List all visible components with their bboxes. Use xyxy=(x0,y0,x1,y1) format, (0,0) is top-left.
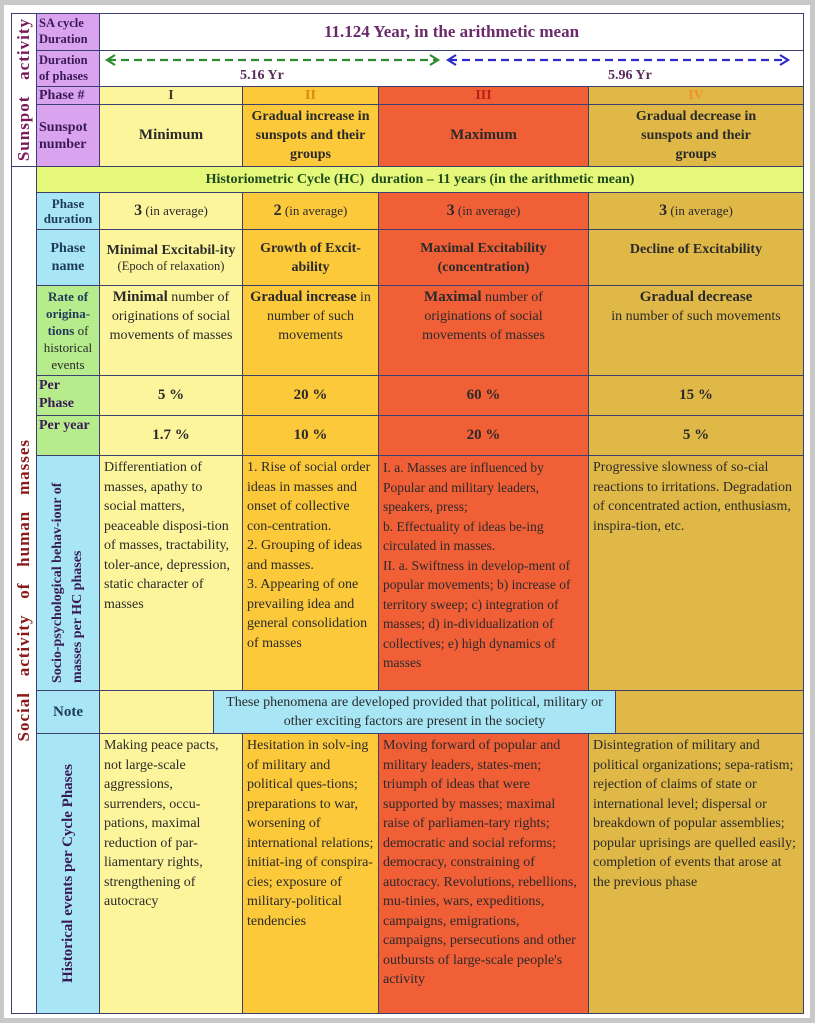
socio-1: Differentiation of masses, apathy to social matters, peaceable disposi-tion of masses, tractability, toler-ance, depression, static character of masses xyxy=(99,455,243,691)
phase-name-1: Minimal Excitabil-ity (Epoch of relaxation) xyxy=(99,229,243,286)
historical-label: Historical events per Cycle Phases xyxy=(36,733,100,1014)
phase-name-3: Maximal Excitability (concentration) xyxy=(378,229,589,286)
historical-1: Making peace pacts, not large-scale aggressions, surrenders, occu-pations, maximal reduction of par-liamentary rights, strengthening of autocracy xyxy=(99,733,243,1014)
rate-2: Gradual increase in number of such movements xyxy=(242,285,379,376)
sunspot-number-label: Sunspot number xyxy=(36,104,100,167)
per-phase-3: 60 % xyxy=(378,375,589,416)
phase-number-3: III xyxy=(378,86,589,105)
historical-4: Disintegration of military and political organizations; sepa-ratism; rejection of claims of state or international level; dispersal or breakdown of popular assemblies; popular uprisings are quelled easily; completion of events that arose at the previous phase xyxy=(588,733,804,1014)
phase-duration-2: 2 (in average) xyxy=(242,192,379,230)
note-text: These phenomena are developed provided that political, military or other exciting factors are present in the society xyxy=(213,690,616,734)
socio-3: I. a. Masses are influenced by Popular and military leaders, speakers, press; b. Effectuality of ideas be-ing circulated in masses. II. a. Swiftness in develop-ment of popular movements; b) increase of territory sweep; c) integration of masses; d) in-dividualization of collectives; e) high dynamics of masses xyxy=(378,455,589,691)
per-year-4: 5 % xyxy=(588,415,804,456)
hc-banner: Historiometric Cycle (HC) duration – 11 years (in the arithmetic mean) xyxy=(36,166,804,193)
rate-label: Rate of origina-tions of historical events xyxy=(36,285,100,376)
socio-2: 1. Rise of social order ideas in masses and onset of collective con-centration. 2. Grouping of ideas and masses. 3. Appearing of one prevailing idea and general consolidation of masses xyxy=(242,455,379,691)
duration-value xyxy=(99,50,804,87)
arrow-first-phase xyxy=(107,55,438,65)
sunspot-number-1: Minimum xyxy=(99,104,243,167)
historical-2: Hesitation in solv-ing of military and political ques-tions; preparations to war, worsening of international relations; initiat-ing of conspira-cies; exposure of military-political tendencies xyxy=(242,733,379,1014)
phase-number-4: IV xyxy=(588,86,804,105)
phase-number-1: I xyxy=(99,86,243,105)
per-year-2: 10 % xyxy=(242,415,379,456)
historical-3: Moving forward of popular and military leaders, states-men; triumph of ideas that were supported by masses; maximal raise of parliamen-tary rights; democratic and social reforms; democracy, constraining of autocracy. Revolutions, rebellions, mu-tinies, wars, expeditions, campaigns, emigrations, campaigns, persecutions and other outbursts of large-scale people's activity xyxy=(378,733,589,1014)
phase-name-label: Phase name xyxy=(36,229,100,286)
per-phase-1: 5 % xyxy=(99,375,243,416)
phase-duration-4: 3 (in average) xyxy=(588,192,804,230)
phase-number-2: II xyxy=(242,86,379,105)
rate-3: Maximal number of originations of social movements of masses xyxy=(378,285,589,376)
per-year-1: 1.7 % xyxy=(99,415,243,456)
sa-cycle-label: SA cycle Duration xyxy=(36,13,100,51)
phase-duration-1: 3 (in average) xyxy=(99,192,243,230)
per-year-label: Per year xyxy=(36,415,100,456)
section-social-activity: Social activity of human masses xyxy=(11,166,37,1014)
socio-label: Socio-psychological behav-iour of masses per HC phases xyxy=(36,455,100,691)
per-phase-label: Per Phase xyxy=(36,375,100,416)
phase-name-4: Decline of Excitability xyxy=(588,229,804,286)
duration-first: 5.16 Yr xyxy=(240,68,284,83)
per-phase-2: 20 % xyxy=(242,375,379,416)
section-sunspot-activity: Sunspot activity xyxy=(11,13,37,167)
socio-4: Progressive slowness of so-cial reactions to irritations. Degradation of concentrated action, enthusiasm, inspira-tion, etc. xyxy=(588,455,804,691)
sunspot-number-4: Gradual decrease in sunspots and their groups xyxy=(588,104,804,167)
duration-second: 5.96 Yr xyxy=(608,68,652,83)
sunspot-number-3: Maximum xyxy=(378,104,589,167)
rate-1: Minimal number of originations of social movements of masses xyxy=(99,285,243,376)
phase-duration-label: Phase duration xyxy=(36,192,100,230)
duration-arrows xyxy=(100,53,803,69)
rate-4: Gradual decrease in number of such movements xyxy=(588,285,804,376)
note-bg-4 xyxy=(588,690,804,734)
phase-name-2: Growth of Excit-ability xyxy=(242,229,379,286)
phase-duration-3: 3 (in average) xyxy=(378,192,589,230)
per-year-3: 20 % xyxy=(378,415,589,456)
sunspot-number-2: Gradual increase in sunspots and their groups xyxy=(242,104,379,167)
note-label: Note xyxy=(36,690,100,734)
arrow-second-phase xyxy=(448,55,788,65)
duration-label: Duration of phases xyxy=(36,50,100,87)
sa-cycle-value: 11.124 Year, in the arithmetic mean xyxy=(99,13,804,51)
phase-number-label: Phase # xyxy=(36,86,100,105)
per-phase-4: 15 % xyxy=(588,375,804,416)
